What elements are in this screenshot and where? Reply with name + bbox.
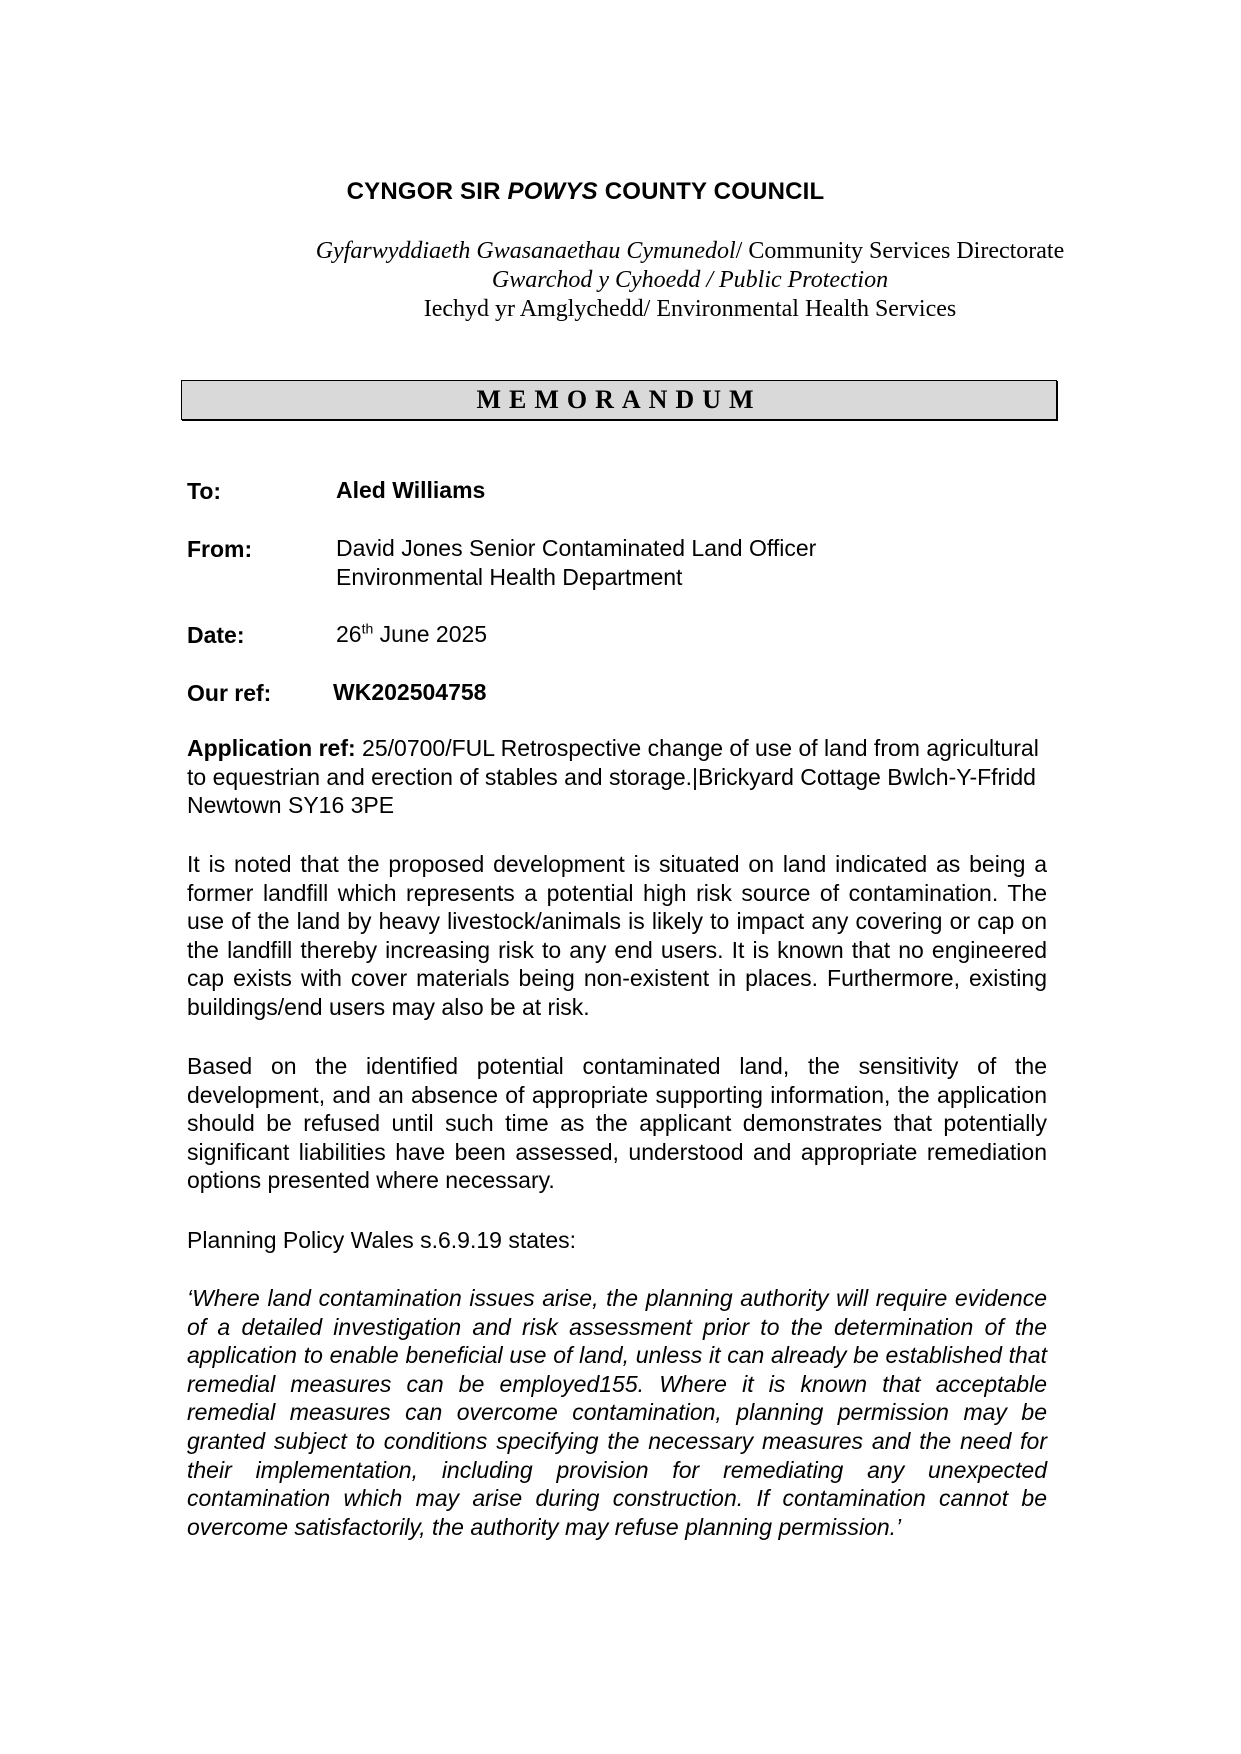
directorate-welsh: Gyfarwyddiaeth Gwasanaethau Cymunedol <box>315 238 736 264</box>
date-value <box>336 620 487 649</box>
memorandum-title: MEMORANDUM <box>476 385 762 414</box>
directorate-line-1 <box>240 237 1140 266</box>
directorate-line-3: Iechyd yr Amglychedd/ Environmental Health Services <box>423 296 957 322</box>
paragraph-refusal: Based on the identified potential contaminated land, the sensitivity of the development, and an absence of appropriate supporting information, the application should be refused until such time as the applicant demonstrates that potentially significant liabilities have been assessed, understood and appropriate remediation options presented where necessary. <box>187 1053 1047 1194</box>
from-line-2: Environmental Health Department <box>336 564 683 590</box>
memorandum-banner <box>181 380 1057 420</box>
council-title-prefix: CYNGOR SIR <box>346 178 508 205</box>
date-label: Date: <box>187 622 245 648</box>
to-value: Aled Williams <box>336 477 486 503</box>
from-line-1: David Jones Senior Contaminated Land Officer <box>336 535 817 561</box>
application-ref <box>187 734 1047 820</box>
application-ref-label: Application ref: <box>187 735 356 761</box>
paragraph-policy-intro: Planning Policy Wales s.6.9.19 states: <box>187 1227 577 1253</box>
council-title-powys: POWYS <box>507 178 598 205</box>
date-rest: June 2025 <box>373 621 488 647</box>
directorate-block <box>240 237 1140 324</box>
directorate-english: / Community Services Directorate <box>735 238 1065 264</box>
our-ref-value: WK202504758 <box>333 679 487 705</box>
application-ref-text: 25/0700/FUL Retrospective change of use of land from agricultural to equestrian and erection of stables and storage.|Brickyard Cottage Bwlch-Y-Ffridd Newtown SY16 3PE <box>187 735 1039 819</box>
our-ref-label: Our ref: <box>187 680 272 706</box>
public-protection-line: Gwarchod y Cyhoedd / Public Protection <box>491 267 889 293</box>
council-title-suffix: COUNTY COUNCIL <box>597 178 825 205</box>
date-day: 26 <box>336 621 362 647</box>
from-value <box>336 534 816 592</box>
from-label: From: <box>187 536 253 562</box>
directorate-line-2 <box>240 266 1140 295</box>
policy-quote: ‘Where land contamination issues arise, the planning authority will require evidence of a detailed investigation and risk assessment prior to the determination of the application to enable beneficial use of land, unless it can already be established that remedial measures can be employed155. Where it is known that acceptable remedial measures can overcome contamination, planning permission may be granted subject to conditions specifying the necessary measures and the need for their implementation, including provision for remediating any unexpected contamination which may arise during construction. If contamination cannot be overcome satisfactorily, the authority may refuse planning permission.’ <box>187 1285 1047 1540</box>
council-title <box>0 178 1241 206</box>
paragraph-landfill: It is noted that the proposed development is situated on land indicated as being a former landfill which represents a potential high risk source of contamination. The use of the land by heavy livestock/animals is likely to impact any covering or cap on the landfill thereby increasing risk to any end users. It is known that no engineered cap exists with cover materials being non-existent in places. Furthermore, existing buildings/end users may also be at risk. <box>187 851 1047 1020</box>
to-label: To: <box>187 478 222 504</box>
date-suffix: th <box>361 620 374 637</box>
